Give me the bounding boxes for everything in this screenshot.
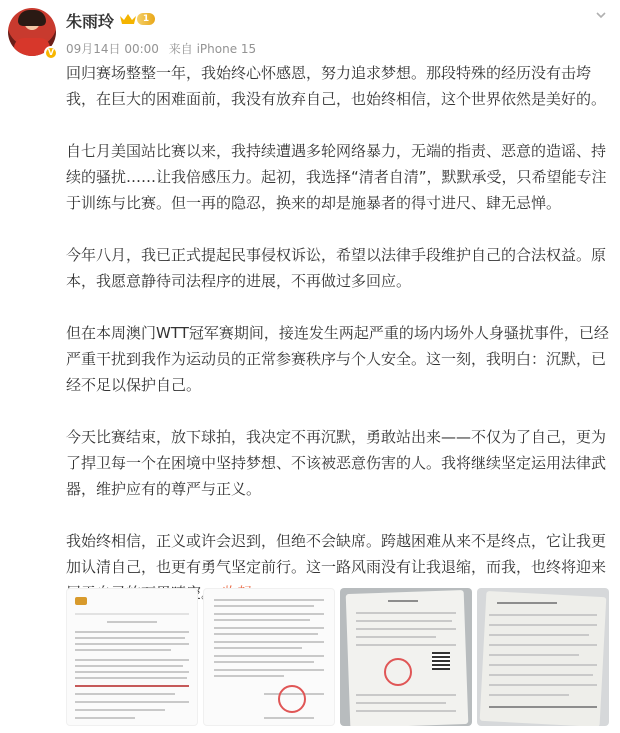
chevron-down-icon[interactable] <box>594 8 608 22</box>
post-paragraph: 今天比赛结束，放下球拍，我决定不再沉默，勇敢站出来——不仅为了自己，更为了捍卫每一个在困境中坚持梦想、不该被恶意伤害的人。我将继续坚定运用法律武器，维护应有的尊严与正义。 <box>66 428 607 498</box>
post-date[interactable]: 09月14日 00:00 <box>66 42 159 56</box>
post-paragraph: 我始终相信，正义或许会迟到，但绝不会缺席。跨越困难从来不是终点，它让我更加认清自己，也更有勇气坚定前行。这一路风雨没有让我退缩，而我，也终将迎来 空。 <box>66 532 607 602</box>
official-stamp-icon <box>278 685 306 713</box>
post-paragraph: 回归赛场整整一年，我始终心怀感恩，努力追求梦想。那段特殊的经历没有击垮我，在巨大的困难面前，我没有放弃自己，也始终相信，这个世界依然是美好的。 <box>66 64 607 108</box>
verified-icon: V <box>44 46 58 60</box>
post-paragraph: 但在本周澳门WTT冠军赛期间，接连发生两起严重的场内场外人身骚扰事件，已经严重干扰到我作为运动员的正常参赛秩序与个人安全。这一刻，我明白：沉默，已经不足以保护自己。 <box>66 324 609 394</box>
level-badge: 1 <box>137 13 155 25</box>
post-paragraph: 自七月美国站比赛以来，我持续遭遇多轮网络暴力，无端的指责、恶意的造谣、持续的骚扰……让我倍感压力。起初，我选择“清者自清”，默默承受，只希望能专注于训练与比赛。但一再的隐忍，换来的却是施暴者的得寸进尺、肆无忌惮。 <box>66 142 607 212</box>
image-grid <box>66 588 610 726</box>
username[interactable]: 朱雨玲 <box>66 12 115 31</box>
official-stamp-icon <box>384 658 412 686</box>
post-content <box>66 60 610 607</box>
crown-icon[interactable] <box>119 12 137 26</box>
post-meta <box>66 40 256 57</box>
qr-code-icon <box>432 652 450 670</box>
image-thumbnail[interactable] <box>477 588 609 726</box>
post-source: 来自 iPhone 15 <box>168 42 257 56</box>
image-thumbnail[interactable] <box>203 588 335 726</box>
post-header <box>0 0 620 60</box>
post-paragraph: 今年八月，我已正式提起民事侵权诉讼，希望以法律手段维护自己的合法权益。原本，我愿意静待司法程序的进展，不再做过多回应。 <box>66 246 607 290</box>
image-thumbnail[interactable] <box>66 588 198 726</box>
law-firm-logo-icon <box>75 597 87 605</box>
image-thumbnail[interactable] <box>340 588 472 726</box>
